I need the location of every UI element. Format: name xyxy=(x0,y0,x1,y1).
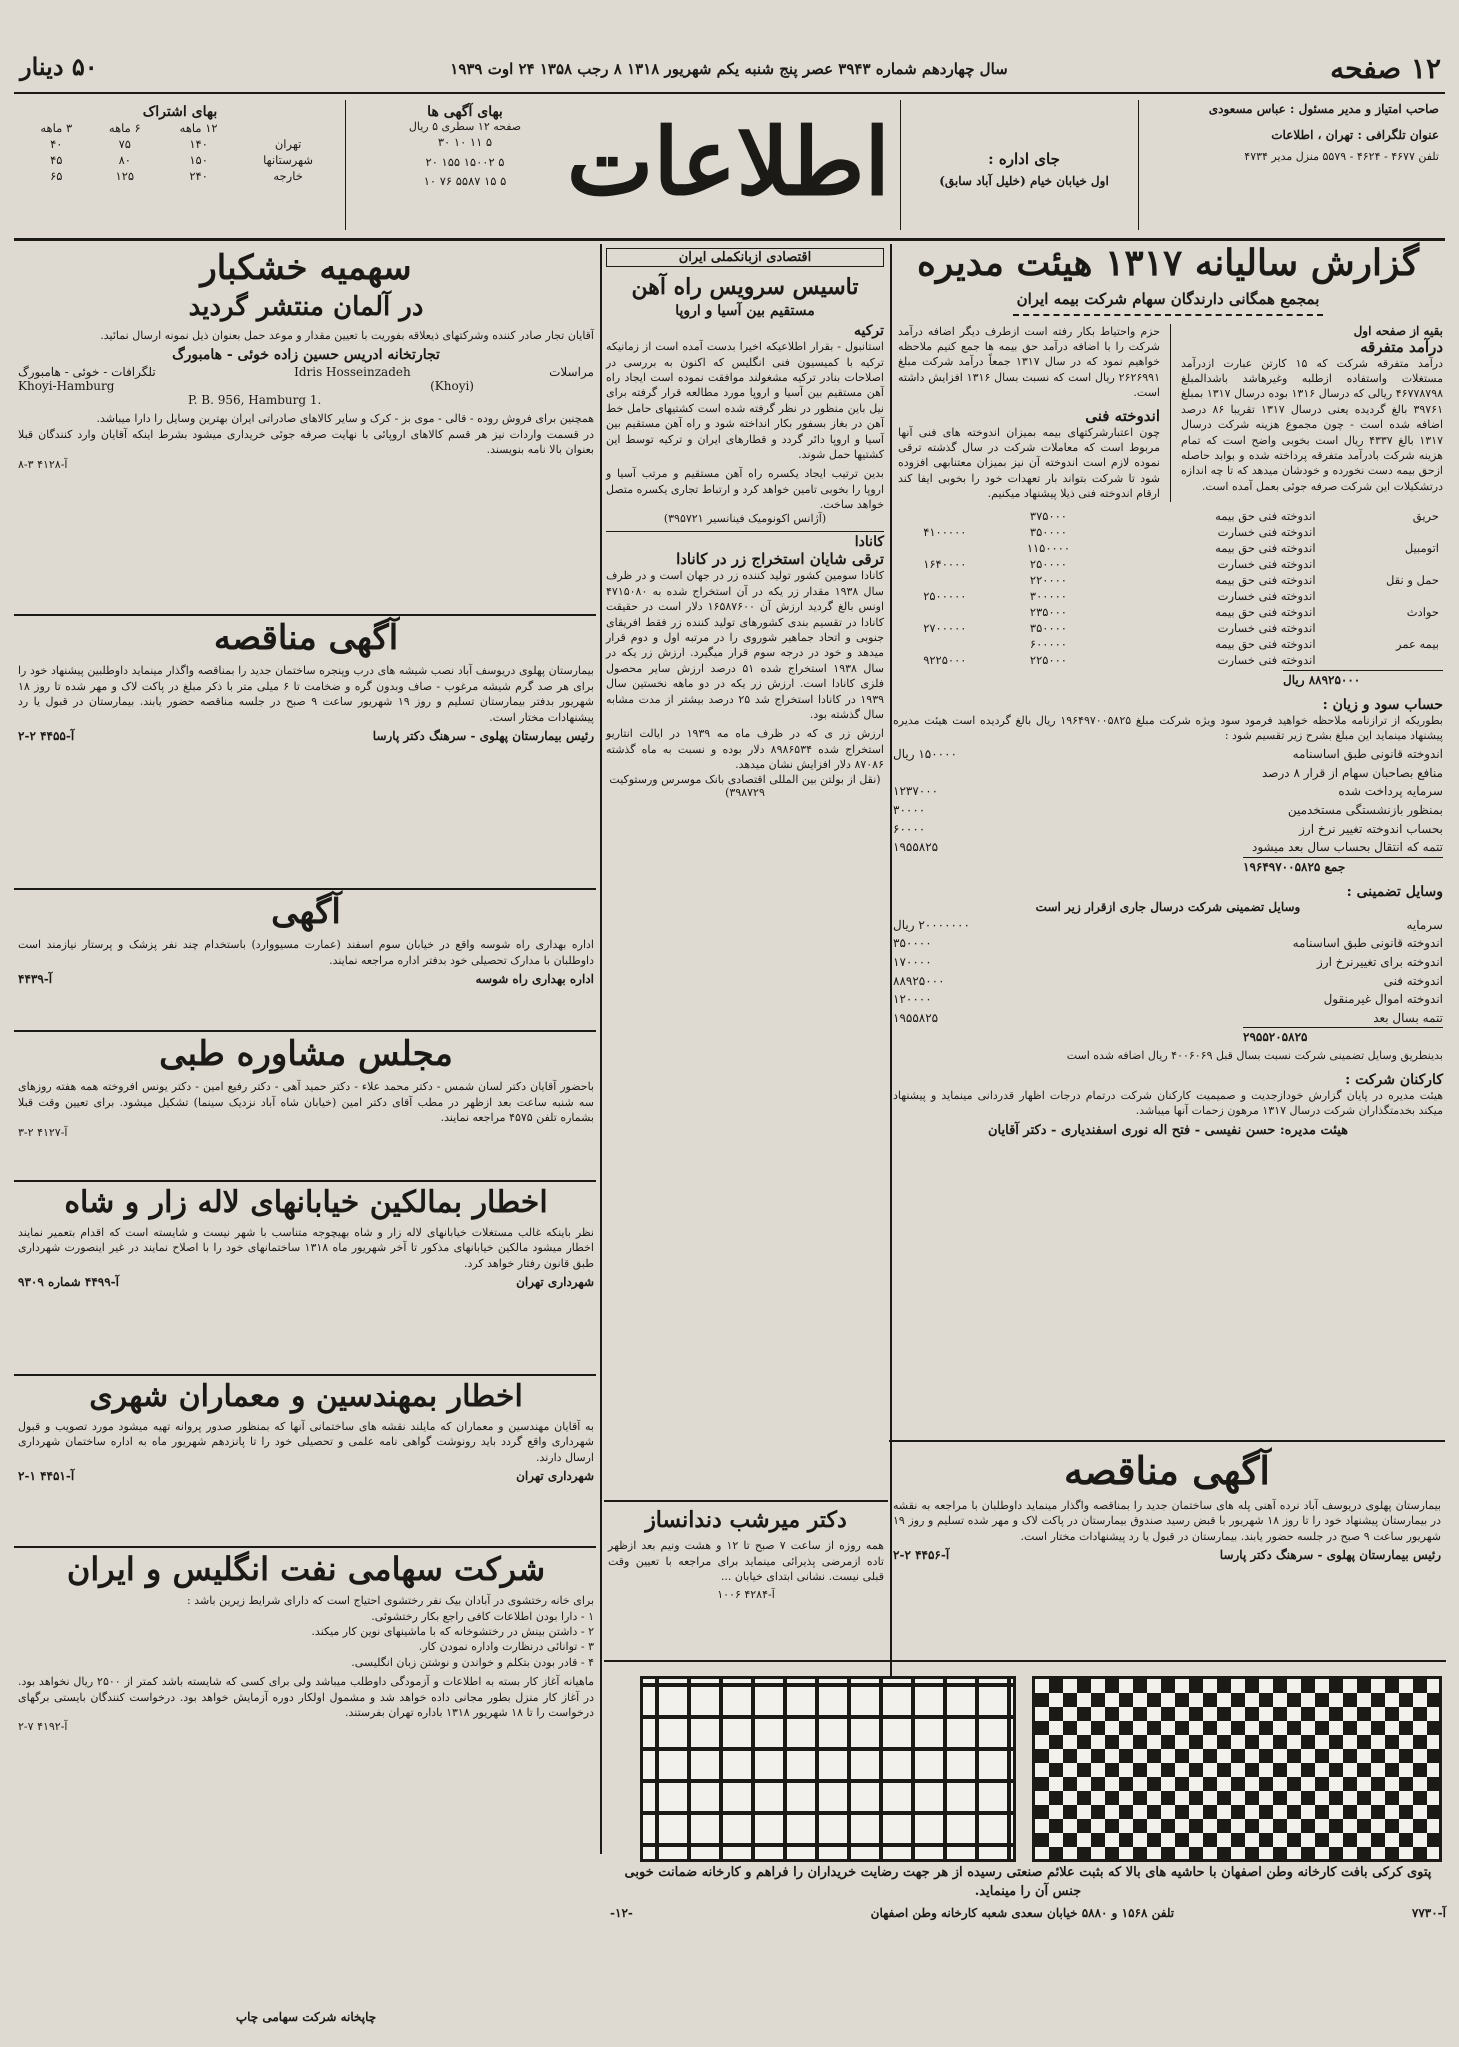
pl-row xyxy=(893,801,1443,820)
pl-key: منافع بصاحبان سهام از قرار ۸ درصد xyxy=(1261,765,1443,780)
sec-row xyxy=(893,934,1443,953)
reserve-amount: ۶۰۰۰۰۰ xyxy=(1029,636,1067,651)
reserve-label: اندوخته فنی حق بیمه xyxy=(1215,508,1316,523)
pl-value: ۱۵۰۰۰۰ ریال xyxy=(893,747,957,762)
printer-credit: چاپخانه شرکت سهامی چاپ xyxy=(235,2010,377,2024)
sec-key: اندوخته اموال غیرمنقول xyxy=(1323,992,1443,1007)
pl-key: بحساب اندوخته تغییر نرخ ارز xyxy=(1299,821,1443,836)
notice-health-ref: آ-۴۴۳۹ xyxy=(18,972,53,987)
reserve-sum: ۲۷۰۰۰۰۰ xyxy=(923,620,967,635)
reserve-sum: ۴۱۰۰۰۰۰ xyxy=(923,524,967,539)
subs-cell: ۷۵ xyxy=(118,137,131,151)
econ-source-2: (نقل از بولتن بین المللی اقتصادی بانک موسرس ورستوکیت ۳۹۸۷۲۹) xyxy=(609,772,881,799)
report-headline: گزارش سالیانه ۱۳۱۷ هیئت مدیره xyxy=(916,242,1420,284)
notice-health-title: آگهی xyxy=(271,892,341,932)
reserve-cat xyxy=(1320,524,1443,540)
subscription-row xyxy=(22,152,338,168)
dentist-top-rule xyxy=(604,1500,888,1502)
masthead-divider-1 xyxy=(1138,100,1139,230)
notice-health-top-rule xyxy=(14,888,596,890)
sec-key: تتمه بسال بعد xyxy=(1373,1010,1443,1025)
reserve-amount: ۲۲۰۰۰۰ xyxy=(1029,572,1067,587)
reserve-sum xyxy=(893,572,997,588)
econ-article xyxy=(606,248,884,799)
reserve-cat: حوادث xyxy=(1406,604,1439,619)
sec-row xyxy=(893,972,1443,991)
dried-fruit-ad xyxy=(18,250,594,471)
tender2-text: بیمارستان پهلوی دریوسف آباد نرده آهنی پله های ساختمان جدید را بمناقصه واگذار مینماید داوطلبان با مراجعه به نقشه در بیمارستان پیشنهاد خود را تا روز ۱۸ شهریور با قبض رسید صندوق بیمارستان در پاکت لاک و مهر شده تسلیم و روز ۱۹ شهریور ساعت ۹ صبح در جلسه حضور یابند. بیمارستان در قبول یا رد پیشنهادات مختار است. xyxy=(893,1498,1441,1543)
pl-key: تتمه که انتقال بحساب سال بعد میشود xyxy=(1251,840,1443,855)
page-number: ۱۲ صفحه xyxy=(1330,52,1441,85)
reserve-intro: حزم واحتیاط بکار رفته است ازطرف دیگر اضافه درآمد شرکت را با اضافه درآمد حق بیمه ها جمع کنیم ملاحظه خواهیم نمود که در سال ۱۳۱۷ جمعاً درآمد شرکت مبلغ ۲۶۲۶۹۹۱ ریال است که نسبت بسال ۱۳۱۶ افزایش داشته است. xyxy=(898,324,1160,400)
report-col-left xyxy=(898,324,1160,502)
sec-value: ۲۰۰۰۰۰۰۰ ریال xyxy=(893,917,970,932)
canada-text-2: ارزش زر ی که در ظرف ماه مه ۱۹۳۹ در ایالت انتاریو استخراج شده ۸۹۸۶۵۳۴ دلار بوده و نسبت به ماه گذشته ۸۷۰۸۶ دلار افزایش نشان میدهد. xyxy=(606,727,884,772)
warning-engineers-title: اخطار بمهندسین و معماران شهری xyxy=(89,1379,523,1414)
subscription-table xyxy=(22,120,338,184)
reserve-total: ۸۸۹۲۵۰۰۰ ریال xyxy=(1283,670,1443,687)
subs-cell: شهرستانها xyxy=(263,153,314,167)
reserve-label: اندوخته فنی حق بیمه xyxy=(1215,636,1316,651)
tele-name: (Khoyi) xyxy=(430,379,474,394)
medical-council-ad xyxy=(18,1036,594,1139)
blanket-checker-pattern-image xyxy=(1032,1676,1442,1862)
pl-key: اندوخته قانونی طبق اساسنامه xyxy=(1292,747,1443,762)
oil-req: ۴ - قادر بودن بتکلم و خواندن و نوشتن زبان انگلیسی. xyxy=(351,1655,594,1669)
reserve-text: چون اعتبارشرکتهای بیمه بمیزان اندوخته های فنی آنها مربوط است که معاملات شرکت در سال گذشته ترقی نموده لازم است اندوخته آن نیز بمیزان معتنابهی افزوده شود تا شرکت بتواند بار تعهدات خود را بخوبی ایفا کند ارقام اندوخته فنی ذیلا پیشنهاد میکنیم. xyxy=(898,425,1160,501)
reserve-row xyxy=(893,556,1443,572)
ad-rate-row: ۵ ۱۵ ۵۵۸۷ ۷۶ ۱۰ xyxy=(423,174,507,189)
ad-rate-row: ۵ ۱۵۰۰۲ ۱۵۵ ۲۰ xyxy=(425,154,505,169)
report-inner-divider xyxy=(1170,324,1171,502)
subs-head-cell: ۱۲ ماهه xyxy=(179,121,218,135)
subscription-row xyxy=(22,168,338,184)
carpet-top-rule xyxy=(604,1660,1446,1662)
subs-cell: ۲۴۰ xyxy=(189,169,208,183)
pl-row xyxy=(893,838,1443,857)
sec-list xyxy=(893,916,1443,1028)
newspaper-logo: اطلاعات xyxy=(566,108,890,216)
sec-key: اندوخته قانونی طبق اساسنامه xyxy=(1292,936,1443,951)
reserve-row xyxy=(893,652,1443,668)
canada-text: کانادا سومین کشور تولید کننده زر در جهان است و در ظرف سال ۱۹۳۸ مقدار زر یکه در آن استخراج شده به ۴۷۱۵۰۸۰ اونس بالغ گردید ارزش آن ۱۶۵۸۷۶۰۰ دلار است در حقیقت کانادا در تقسیم بندی کشورهای تولید کننده زر فقط افریقای جنوبی و اتحاد جماهیر شوروی را در مرتبه اول و دوم قرار میدهد و خود در درجه سوم قرار میگیرد. ارزش زر یکه در سال ۱۹۳۸ استخراج شده ۵۱ درصد ارزش سایر محصول فلزی کانادا است. ارزش زر یکه در دو ماهه نخستین سال ۱۹۳۹ در کانادا استخراج شد ۲۵ درصد بیشتر از مدت مشابه سال گذشته بود. xyxy=(606,569,885,721)
pl-key: بمنظور بازنشستگی مستخدمین xyxy=(1287,803,1443,818)
subs-head-cell xyxy=(238,120,338,136)
dentist-ref: آ-۴۲۸۴ ۱۰۰۶ xyxy=(717,1588,775,1602)
medical-text: باحضور آقایان دکتر لسان شمس - دکتر محمد علاء - دکتر حمید آهی - دکتر رفیع امین - دکتر یونس افروخته همه هفته روزهای سه شنبه ساعت بعد ازظهر در مطب آقای دکتر امین (خیابان شاه آباد نزدیک سینما) تشکیل میشود. برای تعیین وقت قبلا بشماره تلفن ۴۵۷۵ مراجعه نمایند. xyxy=(18,1080,594,1125)
oil-ref: آ-۴۱۹۲ ۷-۲ xyxy=(18,1720,68,1734)
sec-value: ۱۲۰۰۰۰ xyxy=(893,992,932,1007)
masthead-owner-block xyxy=(1149,102,1439,163)
reserve-label: اندوخته فنی حق بیمه xyxy=(1215,540,1316,555)
warning-engineers xyxy=(18,1380,594,1483)
canada-headline: ترقی شایان استخراج زر در کانادا xyxy=(676,550,884,569)
dried-fruit-items-2: در قسمت واردات نیز هر قسم کالاهای اروپائی با نهایت صرفه جوئی خریداری میشود بشرط اینکه آقایان وارد کنندگان قبلا بعنوان بالا نامه بنویسند. xyxy=(18,427,594,457)
reserve-row xyxy=(893,540,1443,556)
warning-engineers-text: به آقایان مهندسین و معماران که مایلند نقشه های ساختمانی آنها که بمنظور صدور پروانه تهیه میشود مورد تصویب و قبول شهرداری واقع گردد باید رونوشت گواهی نامه علمی و تحصیلی خود را تا پانزدهم شهریور ماه به اداره ساختمان شهرداری ارسال دارند. xyxy=(18,1420,594,1464)
oil-intro: برای خانه رختشوی در آبادان بیک نفر رختشوی احتیاج است که دارای شرایط زیرین باشد : xyxy=(187,1594,594,1608)
ad-rate-row: ۵ ۱۱ ۱۰ ۳۰ xyxy=(437,135,493,149)
warning-streets-signature: شهرداری تهران xyxy=(516,1275,594,1290)
dried-fruit-company: تجارتخانه ادریس حسین زاده خوئی - هامبورگ xyxy=(172,347,440,364)
reserve-cat xyxy=(1320,652,1443,668)
sec-total: ۲۹۵۵۲۰۵۸۲۵ xyxy=(1243,1027,1443,1044)
dried-fruit-items: همچنین برای فروش روده - قالی - موی بز - کرک و سایر کالاهای صادراتی ایران بهترین وسایل را دارا میباشد. xyxy=(96,412,594,426)
oil-req: ۲ - داشتن بینش در رختشوخانه که با ماشینهای نوین کار میکند. xyxy=(311,1624,594,1638)
reserve-cat xyxy=(1320,620,1443,636)
dried-fruit-addresses xyxy=(18,365,594,379)
sec-key: اندوخته برای تغییرنرخ ارز xyxy=(1317,955,1443,970)
reserve-cat: حمل و نقل xyxy=(1385,572,1439,587)
medical-top-rule xyxy=(14,1030,596,1032)
subscription-block xyxy=(22,104,338,184)
medical-ref: آ-۴۱۲۷ ۲-۳ xyxy=(18,1125,68,1139)
reserve-label: اندوخته فنی حق بیمه xyxy=(1215,604,1316,619)
carpet-footer xyxy=(610,1906,1446,1920)
tender1-ref: آ-۴۴۵۵ ۲-۲ xyxy=(18,728,75,743)
pl-list xyxy=(893,745,1443,857)
tender1-signature-row xyxy=(18,729,594,743)
reserve-table xyxy=(893,508,1443,668)
reserve-label: اندوخته فنی خسارت xyxy=(1217,652,1316,667)
telegram-line: عنوان تلگرافی : تهران ، اطلاعات xyxy=(1271,128,1439,142)
blanket-border-pattern-image xyxy=(640,1676,1016,1862)
tele-label: تلگرافات - خوئی - هامبورگ xyxy=(18,365,156,380)
subs-cell: خارجه xyxy=(273,169,303,183)
subs-head-cell: ۳ ماهه xyxy=(40,121,73,135)
tender2-signature-row xyxy=(893,1548,1441,1562)
warning-engineers-ref: آ-۴۴۵۱ ۱-۲ xyxy=(18,1469,75,1484)
owner-line: صاحب امتیاز و مدیر مسئول : عباس مسعودی xyxy=(1208,102,1439,116)
reserve-amount: ۳۷۵۰۰۰ xyxy=(1029,508,1067,523)
corr-name: Idris Hosseinzadeh xyxy=(294,365,411,380)
warning-streets-ref: آ-۴۴۹۹ شماره ۹۳۰۹ xyxy=(18,1275,119,1290)
subs-cell: ۱۴۰ xyxy=(189,137,208,151)
staff-text: هیئت مدیره در پایان گزارش خودازجدیت و صمیمیت کارکنان شرکت درتمام درجات اظهار قدردانی مینماید و پیشنهاد میکند بخدمتگذاران شرکت درسال ۱۳۱۷ مرهون زحمات آنها میباشد. xyxy=(893,1088,1443,1118)
dried-fruit-text: آقایان تجار صادر کننده وشرکتهای ذیعلاقه بفوریت با تعیین مقدار و موعد حمل بعنوان ذیل نمونه ارسال نمائید. xyxy=(100,328,594,342)
sec-value: ۱۷۰۰۰۰ xyxy=(893,955,932,970)
pl-value: ۶۰۰۰۰ xyxy=(893,821,926,836)
tender2-title: آگهی مناقصه xyxy=(1064,1448,1270,1493)
subs-head-cell: ۶ ماهه xyxy=(108,121,141,135)
carpet-ref: آ-۷۷۳۰ xyxy=(1411,1905,1446,1920)
sec-text: وسایل تضمینی شرکت درسال جاری ازقرار زیر است xyxy=(1035,899,1301,914)
pl-value: ۳۰۰۰۰ xyxy=(893,803,926,818)
office-title: جای اداره : xyxy=(988,150,1060,168)
report-article xyxy=(893,244,1443,1138)
reserve-row xyxy=(893,572,1443,588)
subs-cell: ۴۵ xyxy=(50,153,63,167)
oil-title: شرکت سهامی نفت انگلیس و ایران xyxy=(66,1550,546,1588)
reserve-label: اندوخته فنی خسارت xyxy=(1217,556,1316,571)
column-divider-left xyxy=(600,244,602,1854)
reserve-row xyxy=(893,508,1443,524)
warning-engineers-top-rule xyxy=(14,1374,596,1376)
masthead-top-rule xyxy=(14,92,1445,94)
sec-title: وسایل تضمینی : xyxy=(1346,883,1443,900)
sec-note: بدینطریق وسایل تضمینی شرکت نسبت بسال قبل ۴۰۰۶۰۶۹ ریال اضافه شده است xyxy=(1066,1049,1443,1063)
oil-top-rule xyxy=(14,1546,596,1548)
notice-health xyxy=(18,894,594,986)
warning-streets-signature-row xyxy=(18,1275,594,1289)
ad-rates-block xyxy=(350,104,580,192)
dried-fruit-ref: آ-۴۱۲۸ ۳-۸ xyxy=(18,457,68,471)
dentist-text: همه روزه از ساعت ۷ صبح تا ۱۲ و هشت ونیم بعد ازظهر تاده ازمرضی پذیرائی مینماید برای مراجعه با تعیین وقت قبلی نیست. نشانی ابتدای خیابان ... xyxy=(608,1539,884,1583)
reserve-amount: ۳۵۰۰۰۰ xyxy=(1029,524,1067,539)
pl-text: بطوریکه از ترازنامه ملاحظه خواهید فرمود سود ویژه شرکت مبلغ ۱۹۶۴۹۷۰۰۵۸۲۵ ریال بالغ گردیده است هیئت مدیره پیشنهاد مینماید این مبلغ بشرح زیر تقسیم شود : xyxy=(893,713,1443,742)
pl-row xyxy=(893,745,1443,764)
warning-streets-title: اخطار بمالکین خیابانهای لاله زار و شاه xyxy=(64,1185,548,1220)
pl-key: سرمایه پرداخت شده xyxy=(1338,784,1443,799)
sec-row xyxy=(893,1009,1443,1028)
pl-title: حساب سود و زیان : xyxy=(1322,696,1443,713)
reserve-sum xyxy=(893,508,997,524)
income-title: درآمد متفرقه xyxy=(1360,337,1443,356)
reserve-cat: اتومبیل xyxy=(1404,540,1439,555)
office-address: اول خیابان خیام (خلیل آباد سابق) xyxy=(939,174,1109,188)
pl-total: جمع ۱۹۶۴۹۷۰۰۵۸۲۵ xyxy=(1243,857,1443,874)
reserve-amount: ۲۲۵۰۰۰ xyxy=(1029,652,1067,667)
sec-row xyxy=(893,953,1443,972)
reserve-row xyxy=(893,620,1443,636)
notice-health-text: اداره بهداری راه شوسه واقع در خیابان سوم اسفند (عمارت مسیووارد) باستخدام چند نفر پزشک و پرستار نیازمند است داوطلبان با مدارک تحصیلی خود بدفتر اداره مراجعه نمایند. xyxy=(18,938,594,967)
subs-cell: ۱۵۰ xyxy=(189,153,208,167)
sec-row xyxy=(893,916,1443,935)
sec-value: ۸۸۹۲۵۰۰۰ xyxy=(893,973,945,988)
tender1-title: آگهی مناقصه xyxy=(213,618,399,658)
dried-fruit-subtitle: در آلمان منتشر گردید xyxy=(188,292,424,323)
oil-company-ad xyxy=(18,1552,594,1733)
reserve-label: اندوخته فنی خسارت xyxy=(1217,620,1316,635)
carpet-phones: تلفن ۱۵۶۸ و ۵۸۸۰ خیابان سعدی شعبه کارخانه وطن اصفهان xyxy=(870,1905,1175,1920)
tender2-signature: رئیس بیمارستان پهلوی - سرهنگ دکتر پارسا xyxy=(1219,1547,1441,1562)
reserve-label: اندوخته فنی خسارت xyxy=(1217,588,1316,603)
carpet-caption-block xyxy=(610,1864,1446,1920)
notice-health-signature-row xyxy=(18,972,594,986)
reserve-title: اندوخته فنی xyxy=(1085,406,1160,425)
sec-row xyxy=(893,990,1443,1009)
office-block xyxy=(919,150,1129,188)
board-signature: هیئت مدیره: حسن نفیسی - فتح اله نوری اسفندیاری - دکتر آقایان xyxy=(987,1122,1348,1138)
dateline: سال چهاردهم شماره ۳۹۴۳ عصر پنج شنبه یکم شهریور ۱۳۱۸ ۸ رجب ۱۳۵۸ ۲۴ اوت ۱۹۳۹ xyxy=(450,60,1008,78)
reserve-sum xyxy=(893,636,997,652)
reserve-label: اندوخته فنی حق بیمه xyxy=(1215,572,1316,587)
dentist-ad xyxy=(608,1508,884,1601)
tender-notice-1 xyxy=(18,620,594,743)
ad-rates-sub: صفحه ۱۲ سطری ۵ ریال xyxy=(408,120,522,133)
pl-row xyxy=(893,820,1443,839)
pl-value: ۱۲۳۷۰۰۰ xyxy=(893,784,939,799)
subs-cell: ۶۵ xyxy=(50,169,63,183)
econ-subhead: مستقیم بین آسیا و اروپا xyxy=(675,303,815,320)
corr-label: مراسلات xyxy=(549,365,594,380)
report-subhead: بمجمع همگانی دارندگان سهام شرکت بیمه ایران xyxy=(1016,289,1320,308)
pl-value: ۱۹۵۵۸۲۵ xyxy=(893,840,939,855)
tender2-top-rule xyxy=(889,1440,1445,1442)
medical-title: مجلس مشاوره طبی xyxy=(159,1034,453,1074)
reserve-amount: ۱۱۵۰۰۰۰ xyxy=(1026,540,1071,555)
subs-cell: تهران xyxy=(274,137,302,151)
subscription-row xyxy=(22,136,338,152)
reserve-amount: ۲۵۰۰۰۰ xyxy=(1029,556,1067,571)
sec-value: ۳۵۰۰۰۰ xyxy=(893,936,932,951)
sec-key: اندوخته فنی xyxy=(1383,973,1443,988)
reserve-cat xyxy=(1320,588,1443,604)
econ-headline: تاسیس سرویس راه آهن xyxy=(631,274,859,300)
ad-rates-title: بهای آگهی ها xyxy=(427,104,503,120)
tender1-signature: رئیس بیمارستان پهلوی - سرهنگ دکتر پارسا xyxy=(372,728,594,743)
reserve-sum xyxy=(893,540,997,556)
subscription-header xyxy=(22,120,338,136)
reserve-cat: بیمه عمر xyxy=(1396,636,1439,651)
warning-streets xyxy=(18,1186,594,1289)
subs-cell: ۴۰ xyxy=(50,137,63,151)
po-box: P. B. 956, Hamburg 1. xyxy=(188,393,322,408)
reserve-row xyxy=(893,604,1443,620)
tender1-top-rule xyxy=(14,614,596,616)
pl-value xyxy=(893,764,1168,783)
turkey-text-2: بدین ترتیب ایجاد یکسره راه آهن مستقیم و مرتب آسیا و اروپا را بخوبی تامین خواهد کرد و ارتباط تجاری یکسره متصل خواهد ساخت. xyxy=(606,467,884,512)
warning-streets-top-rule xyxy=(14,1180,596,1182)
column-divider-right xyxy=(890,244,892,1854)
dried-fruit-latin xyxy=(18,379,594,393)
masthead-bottom-rule xyxy=(14,238,1445,241)
report-top-columns xyxy=(893,324,1443,502)
reserve-row xyxy=(893,636,1443,652)
subs-cell: ۱۲۵ xyxy=(115,169,135,183)
oil-text: ماهیانه آغاز کار بسته به اطلاعات و آزمودگی داوطلب میباشد ولی برای کسی که شایسته باشد کمتر از ۲۵۰۰ ریال نخواهد بود. در آغاز کار منزل بطور مجانی داده خواهد شد و مشمول اولکار دوره آزمایش خواهد بود. درخواست کنندگان بایستی برگهای درخواست را تا ۱۸ شهریور ۱۳۱۸ باداره تهران بفرستند. xyxy=(18,1675,594,1719)
sec-value: ۱۹۵۵۸۲۵ xyxy=(893,1010,939,1025)
reserve-amount: ۳۵۰۰۰۰ xyxy=(1029,620,1067,635)
reserve-amount: ۳۰۰۰۰۰ xyxy=(1029,588,1067,603)
oil-req: ۳ - توانائی درنظارت واداره نمودن کار. xyxy=(418,1640,594,1654)
headline-rule xyxy=(1013,314,1323,316)
subscription-title: بهای اشتراک xyxy=(142,104,218,120)
carpet-caption: پتوی کرکی بافت کارخانه وطن اصفهان با حاشیه های بالا که بثبت علائم صنعتی رسیده از هر جهت رضایت خریداران را فراهم و کارخانه ضمانت خوبی جنس آن را مینماید. xyxy=(624,1865,1432,1899)
turkey-label: ترکیه xyxy=(853,323,884,340)
reserve-sum xyxy=(893,604,997,620)
reserve-cat xyxy=(1320,556,1443,572)
turkey-text: استانبول - بقرار اطلاعیکه اخیرا بدست آمده است از زمانیکه ترکیه با کمیسیون فنی انگلیس که اکنون به بررسی در اصلاحات بنادر ترکیه مشغولند موافقت نموده است ایجاد راه آهن مستقیم بین آسیا و اروپا مورد مطالعه قرار گرفته برای نیل باین منظور در نظر گرفته شده است کشتیهای حامل خط آهن در بغاز بسفور بکار انداخته شود و راه آهن مستقیم بین آسیا و اروپا دائر گردد و قطارهای ایران و ترکیه توسط این کشتیها حمل شوند. xyxy=(606,340,884,461)
tender-notice-2 xyxy=(893,1450,1441,1562)
reserve-row xyxy=(893,524,1443,540)
warning-streets-text: نظر باینکه غالب مستغلات خیابانهای لاله زار و شاه بهیچوجه متناسب با شهر نیست و شایسته است که اقدام بتعمیر نمایند اخطار میشود مالکین خیابانهای مذکور تا آخر شهریور ماه ۱۳۱۸ ساختمانهای خود را با اصلاح نمایند در غیر اینصورت شهرداری طبق قانون رفتار خواهد کرد. xyxy=(18,1226,594,1270)
reserve-label: اندوخته فنی خسارت xyxy=(1217,524,1316,539)
reserve-amount: ۲۳۵۰۰۰ xyxy=(1029,604,1067,619)
canada-label: کانادا xyxy=(606,531,884,550)
price: ۵۰ دینار xyxy=(20,52,98,81)
reserve-row xyxy=(893,588,1443,604)
subs-cell: ۸۰ xyxy=(118,153,131,167)
phones-line: تلفن ۴۶۷۷ - ۴۶۲۴ - ۵۵۷۹ منزل مدیر ۴۷۳۴ xyxy=(1244,150,1439,163)
reserve-sum: ۱۶۴۰۰۰۰ xyxy=(923,556,967,571)
reserve-sum: ۲۵۰۰۰۰۰ xyxy=(923,588,967,603)
warning-engineers-signature-row xyxy=(18,1469,594,1483)
staff-title: کارکنان شرکت : xyxy=(1345,1071,1443,1088)
page-number-bottom: -۱۲- xyxy=(610,1905,633,1920)
dentist-title: دکتر میرشب دندانساز xyxy=(645,1507,847,1533)
income-text: درآمد متفرقه شرکت که ۱۵ کارتن عبارت ازدرآمد مستغلات واستفاده ازطلبه وغیرهاشد باشدالمبلغ ۴۶۷۷۸۷۹۸ ریالی که درسال ۱۳۱۶ بوده درسال ۱۳۱۷ بمبلغ ۳۹۷۶۱ بالغ گردیده یعنی درسال ۱۳۱۷ تقریبا ۸۶ درصد اضافه شده است - چون مجموع هزینه شرکت درسال ۱۳۱۷ بالغ ۴۳۳۷ ریال است بخوبی واضح است که تمام هزینه شرکت بادرآمد متفرقه پرداخته شده و بوابد حاصله ازحق بیمه دست نخورده و خودشان میدهد که تا چه اندازه درتشکیلات این شرکت صرفه جوئی بعمل آمده است. xyxy=(1181,356,1444,493)
pl-row xyxy=(893,764,1443,783)
reserve-cat: حریق xyxy=(1412,508,1439,523)
oil-req: ۱ - دارا بودن اطلاعات کافی راجع بکار رختشوئی. xyxy=(371,1609,594,1623)
econ-source-1: (آژانس اکونومیک فینانسیر ۳۹۵۷۲۱) xyxy=(663,512,827,526)
masthead-divider-3 xyxy=(345,100,346,230)
continued-note: بقیه از صفحه اول xyxy=(1353,323,1443,338)
pl-row xyxy=(893,782,1443,801)
tele-latin: Khoyi-Hamburg xyxy=(18,379,115,394)
masthead-divider-2 xyxy=(900,100,901,230)
tender2-ref: آ-۴۴۵۶ ۲-۲ xyxy=(893,1547,950,1562)
dried-fruit-title: سهمیه خشکبار xyxy=(200,248,412,288)
report-col-right xyxy=(1181,324,1443,502)
econ-label: اقتصادی ازبانکملی ایران xyxy=(606,248,884,267)
sec-key: سرمایه xyxy=(1406,917,1443,932)
warning-engineers-signature: شهرداری تهران xyxy=(516,1469,594,1484)
notice-health-signature: اداره بهداری راه شوسه xyxy=(475,972,594,987)
tender1-text: بیمارستان پهلوی دریوسف آباد نصب شیشه های درب وپنجره ساختمان جدید را بمناقصه واگذار مینماید داوطلبین پیشنهاد خود را برای هر صد گرم شیشه مرغوب - صاف وبدون گره و ضخامت تا ۶ میلی متر با ذکر مبلغ در پاکت لاک و مهر شده تا روز ۱۸ شهریور بدفتر بیمارستان تسلیم و روز ۱۹ شهریور ساعت ۹ صبح در جلسه مناقصه حضور یابند. بیمارستان در قبول یا رد پیشنهادات مختار است. xyxy=(18,664,595,724)
reserve-sum: ۹۲۲۵۰۰۰ xyxy=(923,652,967,667)
